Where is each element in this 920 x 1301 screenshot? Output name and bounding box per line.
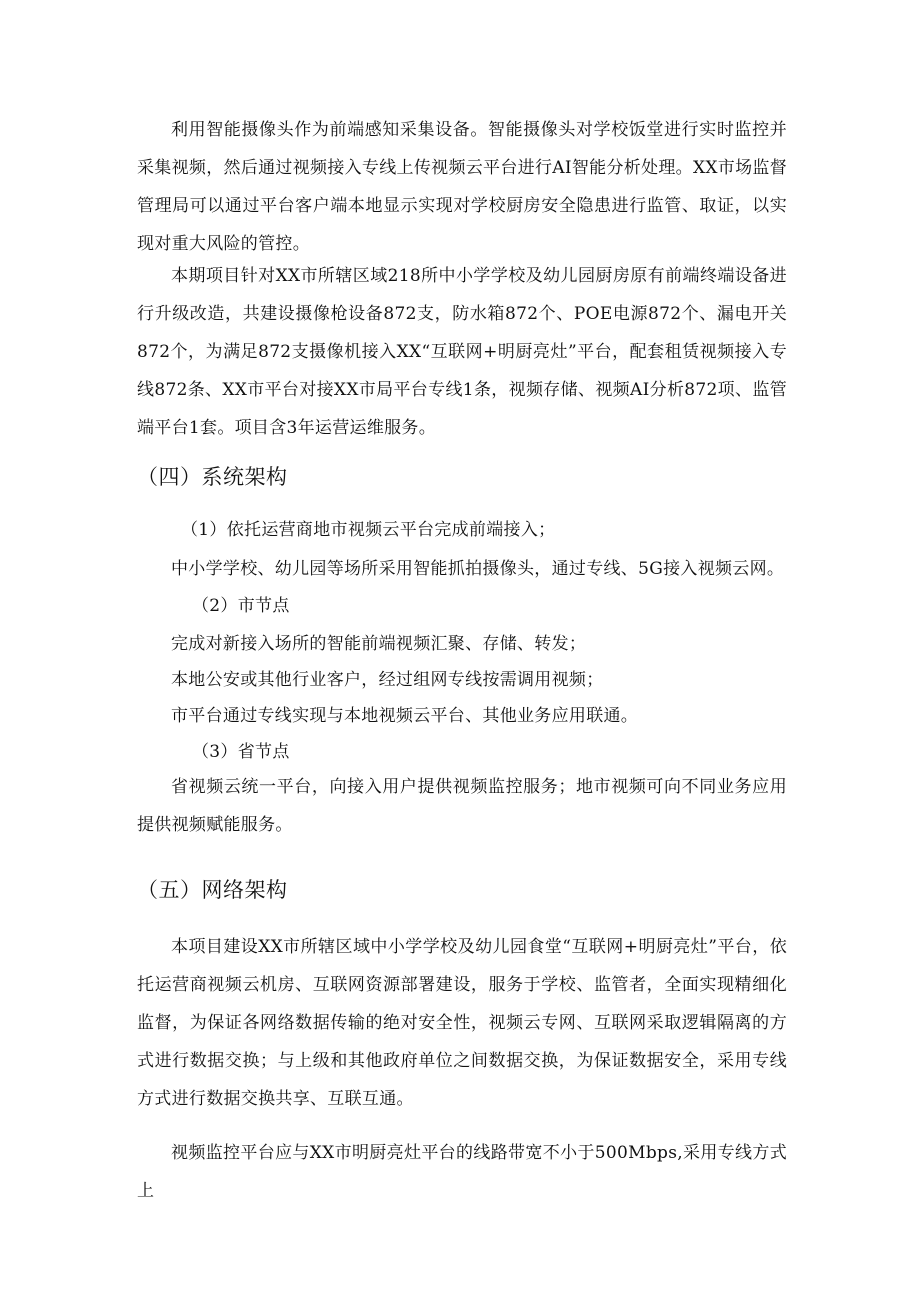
section-4-item-3-title: （3）省节点 (192, 742, 290, 762)
section-4-item-2-line-1: 完成对新接入场所的智能前端视频汇聚、存储、转发； (171, 634, 587, 654)
section-4-item-1-text: 中小学学校、幼儿园等场所采用智能抓拍摄像头，通过专线、5G接入视频云网。 (171, 559, 785, 579)
section-4-item-2-line-3: 市平台通过专线实现与本地视频云平台、其他业务应用联通。 (171, 706, 639, 726)
section-4-item-2-line-2: 本地公安或其他行业客户，经过组网专线按需调用视频； (171, 670, 604, 690)
section-5-paragraph-1: 本项目建设XX市所辖区域中小学学校及幼儿园食堂“互联网+明厨亮灶”平台，依托运营商视频云机房、互联网资源部署建设，服务于学校、监管者，全面实现精细化监督，为保证各网络数据传输的绝对安全性，视频云专网、互联网采取逻辑隔离的方式进行数据交换；与上级和其他政府单位之间数据交换，为保证数据安全，采用专线方式进行数据交换共享、互联互通。 (137, 937, 787, 1109)
intro-paragraph-2: 本期项目针对XX市所辖区域218所中小学学校及幼儿园厨房原有前端终端设备进行升级改造，共建设摄像枪设备872支，防水箱872个、POE电源872个、漏电开关872个，为满足872支摄像机接入XX“互联网+明厨亮灶”平台，配套租赁视频接入专线872条、XX市平台对接XX市局平台专线1条，视频存储、视频AI分析872项、监管端平台1套。项目含3年运营运维服务。 (137, 266, 787, 438)
intro-paragraph-1: 利用智能摄像头作为前端感知采集设备。智能摄像头对学校饭堂进行实时监控并采集视频，然后通过视频接入专线上传视频云平台进行AI智能分析处理。XX市场监督管理局可以通过平台客户端本地显示实现对学校厨房安全隐患进行监管、取证，以实现对重大风险的管控。 (137, 120, 787, 254)
section-4-item-2-title: （2）市节点 (192, 596, 290, 616)
section-4-item-1-title: （1）依托运营商地市视频云平台完成前端接入； (181, 520, 556, 540)
section-5-paragraph-2: 视频监控平台应与XX市明厨亮灶平台的线路带宽不小于500Mbps,采用专线方式上 (137, 1143, 787, 1201)
section-4-item-3-text: 省视频云统一平台，向接入用户提供视频监控服务；地市视频可向不同业务应用提供视频赋能服务。 (137, 777, 787, 835)
section-4-heading: （四）系统架构 (137, 465, 288, 489)
section-5-heading: （五）网络架构 (137, 878, 288, 902)
